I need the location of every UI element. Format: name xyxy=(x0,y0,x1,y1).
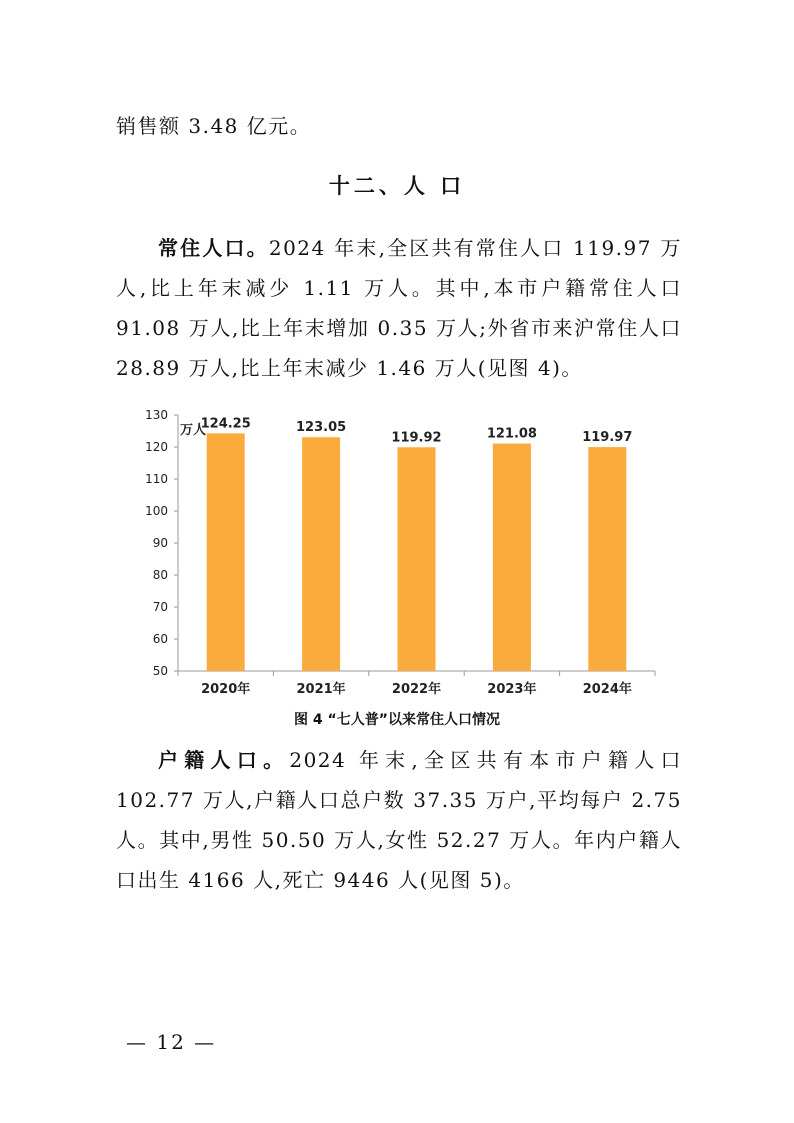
bar xyxy=(398,447,436,671)
bar xyxy=(207,433,245,671)
registered-population-text: 2024 年末,全区共有本市户籍人口 102.77 万人,户籍人口总户数 37.35 万户,平均每户 2.75 人。其中,男性 50.50 万人,女性 52.27 万人。年内户籍人口出生 4166 人,死亡 9446 人(见图 5)。 xyxy=(116,748,682,892)
bar xyxy=(588,447,626,671)
bar-value-label: 119.92 xyxy=(391,430,442,446)
x-tick-label: 2024年 xyxy=(582,682,632,697)
y-axis-unit-label: 万人 xyxy=(180,423,207,438)
y-tick-label: 130 xyxy=(145,408,168,422)
y-tick-label: 50 xyxy=(152,664,168,678)
continued-text: 销售额 3.48 亿元。 xyxy=(116,114,312,138)
chart-caption: 图 4 “七人普”以来常住人口情况 xyxy=(294,712,500,728)
bar-value-label: 124.25 xyxy=(200,416,251,432)
y-tick-label: 70 xyxy=(152,600,168,614)
resident-population-lead: 常住人口。 xyxy=(158,236,269,260)
x-tick-label: 2021年 xyxy=(296,682,346,697)
bar xyxy=(493,444,531,671)
population-bar-chart xyxy=(130,402,670,707)
bar-value-label: 121.08 xyxy=(486,426,537,442)
x-tick-label: 2020年 xyxy=(201,682,251,697)
section-heading: 十二、人 口 xyxy=(328,174,466,198)
bar-value-label: 123.05 xyxy=(296,420,347,436)
y-tick-label: 90 xyxy=(152,536,168,550)
y-tick-label: 120 xyxy=(145,440,168,454)
y-tick-label: 60 xyxy=(152,632,168,646)
registered-population-paragraph xyxy=(116,740,682,900)
y-tick-label: 100 xyxy=(145,504,168,518)
registered-population-lead: 户籍人口。 xyxy=(158,748,290,772)
bar xyxy=(302,437,340,671)
y-tick-label: 110 xyxy=(145,472,168,486)
x-tick-label: 2023年 xyxy=(487,682,537,697)
resident-population-text: 2024 年末,全区共有常住人口 119.97 万人,比上年末减少 1.11 万人。其中,本市户籍常住人口 91.08 万人,比上年末增加 0.35 万人;外省市来沪常住人口 28.89 万人,比上年末减少 1.46 万人(见图 4)。 xyxy=(116,236,683,380)
y-tick-label: 80 xyxy=(152,568,168,582)
page-number: — 12 — xyxy=(126,1030,217,1054)
bar-value-label: 119.97 xyxy=(582,430,633,446)
resident-population-paragraph xyxy=(116,228,682,388)
x-tick-label: 2022年 xyxy=(391,682,442,697)
